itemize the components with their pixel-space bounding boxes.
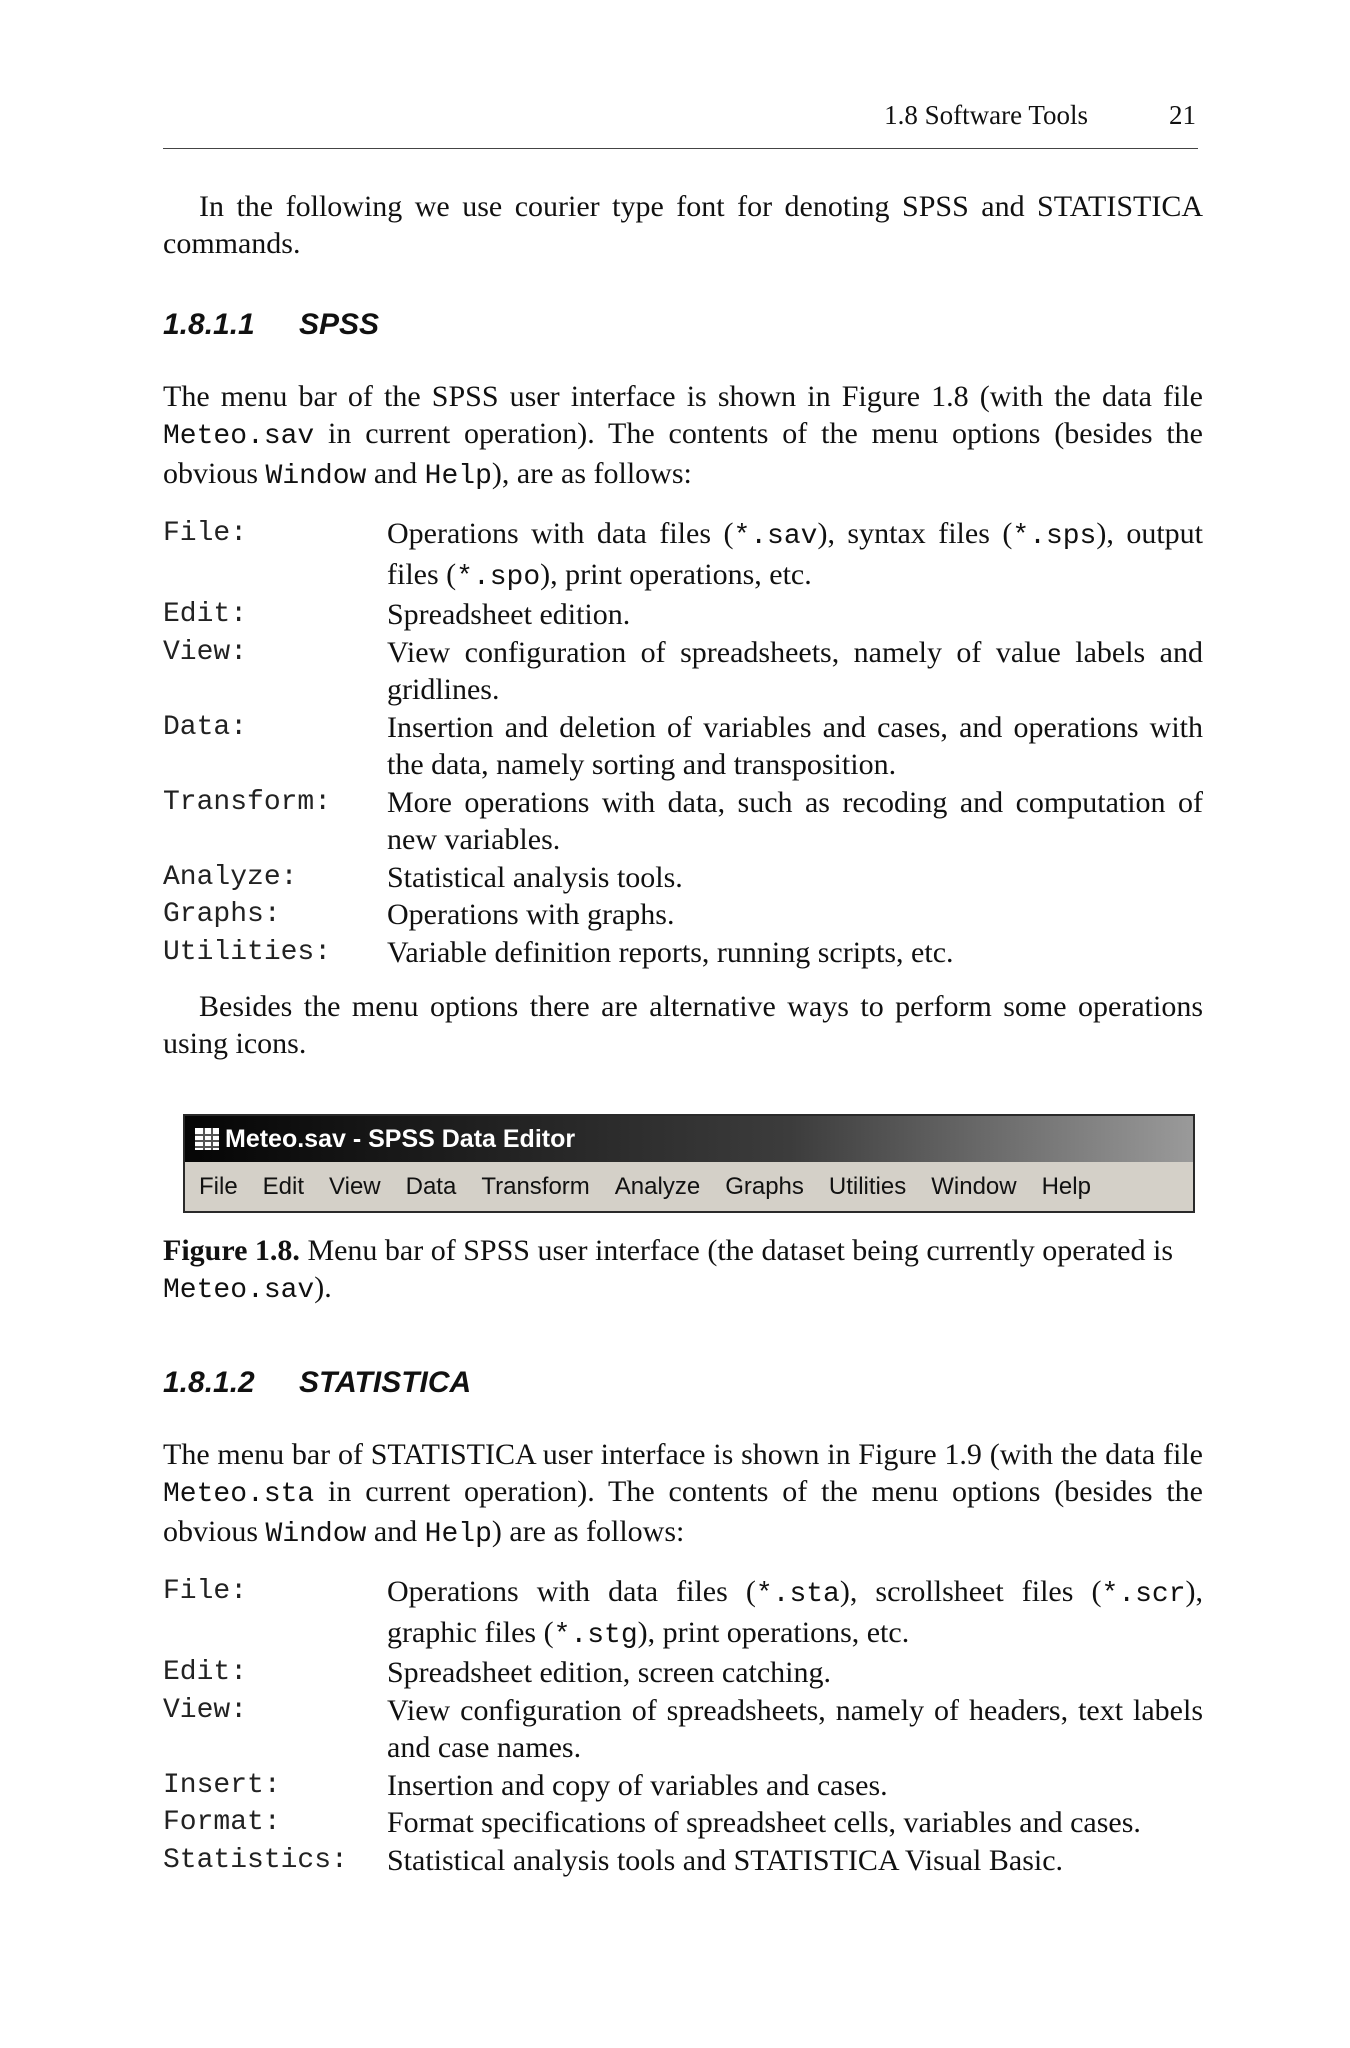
menu-description: Format specifications of spreadsheet cells, variables and cases. bbox=[387, 1806, 1141, 1839]
spss-menubar bbox=[185, 1162, 1193, 1211]
menu-description: Operations with graphs. bbox=[387, 898, 675, 931]
menu-term: Graphs: bbox=[163, 899, 281, 930]
menu-term: Edit: bbox=[163, 1657, 248, 1688]
code-window: Window bbox=[265, 1519, 367, 1550]
menu-description: Insertion and deletion of variables and cases, and operations with the data, namely sorting and transposition. bbox=[387, 710, 1203, 781]
code-help: Help bbox=[424, 461, 492, 492]
spss-menu-edit[interactable]: Edit bbox=[262, 1172, 305, 1200]
page-number: 21 bbox=[1169, 100, 1196, 130]
list-item bbox=[163, 1573, 1203, 1654]
menu-term: Statistics: bbox=[163, 1844, 348, 1876]
menu-description: Operations with data files (*.sav), syntax files (*.sps), output files (*.spo), print operations, etc. bbox=[387, 517, 1203, 593]
list-item bbox=[163, 1842, 1203, 1880]
menu-term: Format: bbox=[163, 1807, 281, 1838]
list-item bbox=[163, 1654, 1203, 1692]
menu-description: Statistical analysis tools and STATISTICA Visual Basic. bbox=[387, 1843, 1064, 1877]
besides-paragraph bbox=[163, 988, 1203, 1062]
menu-description: Operations with data files (*.sta), scrollsheet files (*.scr), graphic files (*.stg), print operations, etc. bbox=[387, 1575, 1203, 1651]
code-filename: Meteo.sav bbox=[163, 421, 315, 452]
heading-number: 1.8.1.1 bbox=[163, 308, 255, 341]
menu-description: Variable definition reports, running scripts, etc. bbox=[387, 935, 954, 969]
list-item bbox=[163, 934, 1203, 972]
menu-description: View configuration of spreadsheets, namely of value labels and gridlines. bbox=[387, 635, 1203, 706]
spss-menu-data[interactable]: Data bbox=[405, 1172, 457, 1200]
spss-menu-list bbox=[163, 515, 1203, 971]
spreadsheet-icon bbox=[195, 1128, 219, 1150]
spss-titlebar bbox=[185, 1116, 1193, 1162]
list-item bbox=[163, 709, 1203, 784]
list-item bbox=[163, 515, 1203, 596]
statistica-menu-list bbox=[163, 1573, 1203, 1879]
menu-description: More operations with data, such as recoding and computation of new variables. bbox=[387, 785, 1203, 856]
code-window: Window bbox=[265, 461, 367, 492]
spss-window-figure bbox=[183, 1114, 1195, 1213]
spss-menu-transform[interactable]: Transform bbox=[481, 1172, 590, 1200]
section-heading-spss bbox=[163, 308, 379, 342]
spss-menu-utilities[interactable]: Utilities bbox=[828, 1172, 907, 1200]
besides-text: Besides the menu options there are alternative ways to perform some operations using icons. bbox=[163, 990, 1203, 1060]
spss-window-title: Meteo.sav - SPSS Data Editor bbox=[225, 1124, 576, 1153]
intro-text: In the following we use courier type font for denoting SPSS and STATISTICA commands. bbox=[163, 190, 1203, 260]
menu-description: Spreadsheet edition, screen catching. bbox=[387, 1656, 831, 1689]
list-item bbox=[163, 896, 1203, 934]
menu-description: View configuration of spreadsheets, namely of headers, text labels and case names. bbox=[387, 1693, 1203, 1764]
spss-menu-view[interactable]: View bbox=[329, 1172, 381, 1200]
spss-menu-file[interactable]: File bbox=[199, 1172, 238, 1200]
spss-intro-text: The menu bar of the SPSS user interface is shown in Figure 1.8 (with the data file Meteo.sav in current operation). The contents of the menu options (besides the obvious Window and Help), are as follows: bbox=[163, 380, 1203, 492]
menu-term: Insert: bbox=[163, 1769, 281, 1801]
heading-title: SPSS bbox=[299, 308, 380, 341]
menu-term: Analyze: bbox=[163, 861, 298, 893]
spss-intro-paragraph bbox=[163, 378, 1203, 495]
list-item bbox=[163, 634, 1203, 709]
list-item bbox=[163, 1804, 1203, 1842]
figure-caption: Figure 1.8. Menu bar of SPSS user interface (the dataset being currently operated is Meteo.sav). bbox=[163, 1234, 1173, 1306]
menu-term: File: bbox=[163, 518, 248, 549]
spss-menu-analyze[interactable]: Analyze bbox=[614, 1172, 701, 1200]
code-filename: Meteo.sta bbox=[163, 1479, 315, 1510]
list-item bbox=[163, 1767, 1203, 1805]
statistica-intro-text: The menu bar of STATISTICA user interface is shown in Figure 1.9 (with the data file Meteo.sta in current operation). The contents of the menu options (besides the obvious Window and Help) are as follows: bbox=[163, 1438, 1203, 1550]
section-heading-statistica bbox=[163, 1366, 471, 1400]
spss-menu-window[interactable]: Window bbox=[931, 1172, 1017, 1200]
list-item bbox=[163, 596, 1203, 634]
running-head bbox=[163, 96, 1198, 149]
running-head-section: 1.8 Software Tools bbox=[884, 100, 1088, 130]
menu-term: File: bbox=[163, 1576, 248, 1607]
list-item bbox=[163, 1692, 1203, 1767]
menu-description: Statistical analysis tools. bbox=[387, 860, 683, 894]
menu-description: Spreadsheet edition. bbox=[387, 598, 631, 631]
menu-term: Edit: bbox=[163, 599, 248, 630]
list-item bbox=[163, 784, 1203, 859]
menu-term: Transform: bbox=[163, 786, 332, 818]
menu-term: View: bbox=[163, 636, 248, 668]
list-item bbox=[163, 859, 1203, 897]
heading-number: 1.8.1.2 bbox=[163, 1366, 255, 1399]
intro-paragraph bbox=[163, 188, 1203, 262]
menu-description: Insertion and copy of variables and cases. bbox=[387, 1768, 888, 1802]
spss-menu-help[interactable]: Help bbox=[1041, 1172, 1091, 1200]
menu-term: Utilities: bbox=[163, 936, 332, 968]
code-filename: Meteo.sav bbox=[163, 1275, 315, 1306]
statistica-intro-paragraph bbox=[163, 1436, 1203, 1553]
heading-title: STATISTICA bbox=[299, 1366, 472, 1399]
code-help: Help bbox=[424, 1519, 492, 1550]
spss-menu-graphs[interactable]: Graphs bbox=[725, 1172, 804, 1200]
menu-term: View: bbox=[163, 1694, 248, 1726]
caption-label: Figure 1.8. bbox=[163, 1234, 300, 1267]
menu-term: Data: bbox=[163, 711, 248, 743]
